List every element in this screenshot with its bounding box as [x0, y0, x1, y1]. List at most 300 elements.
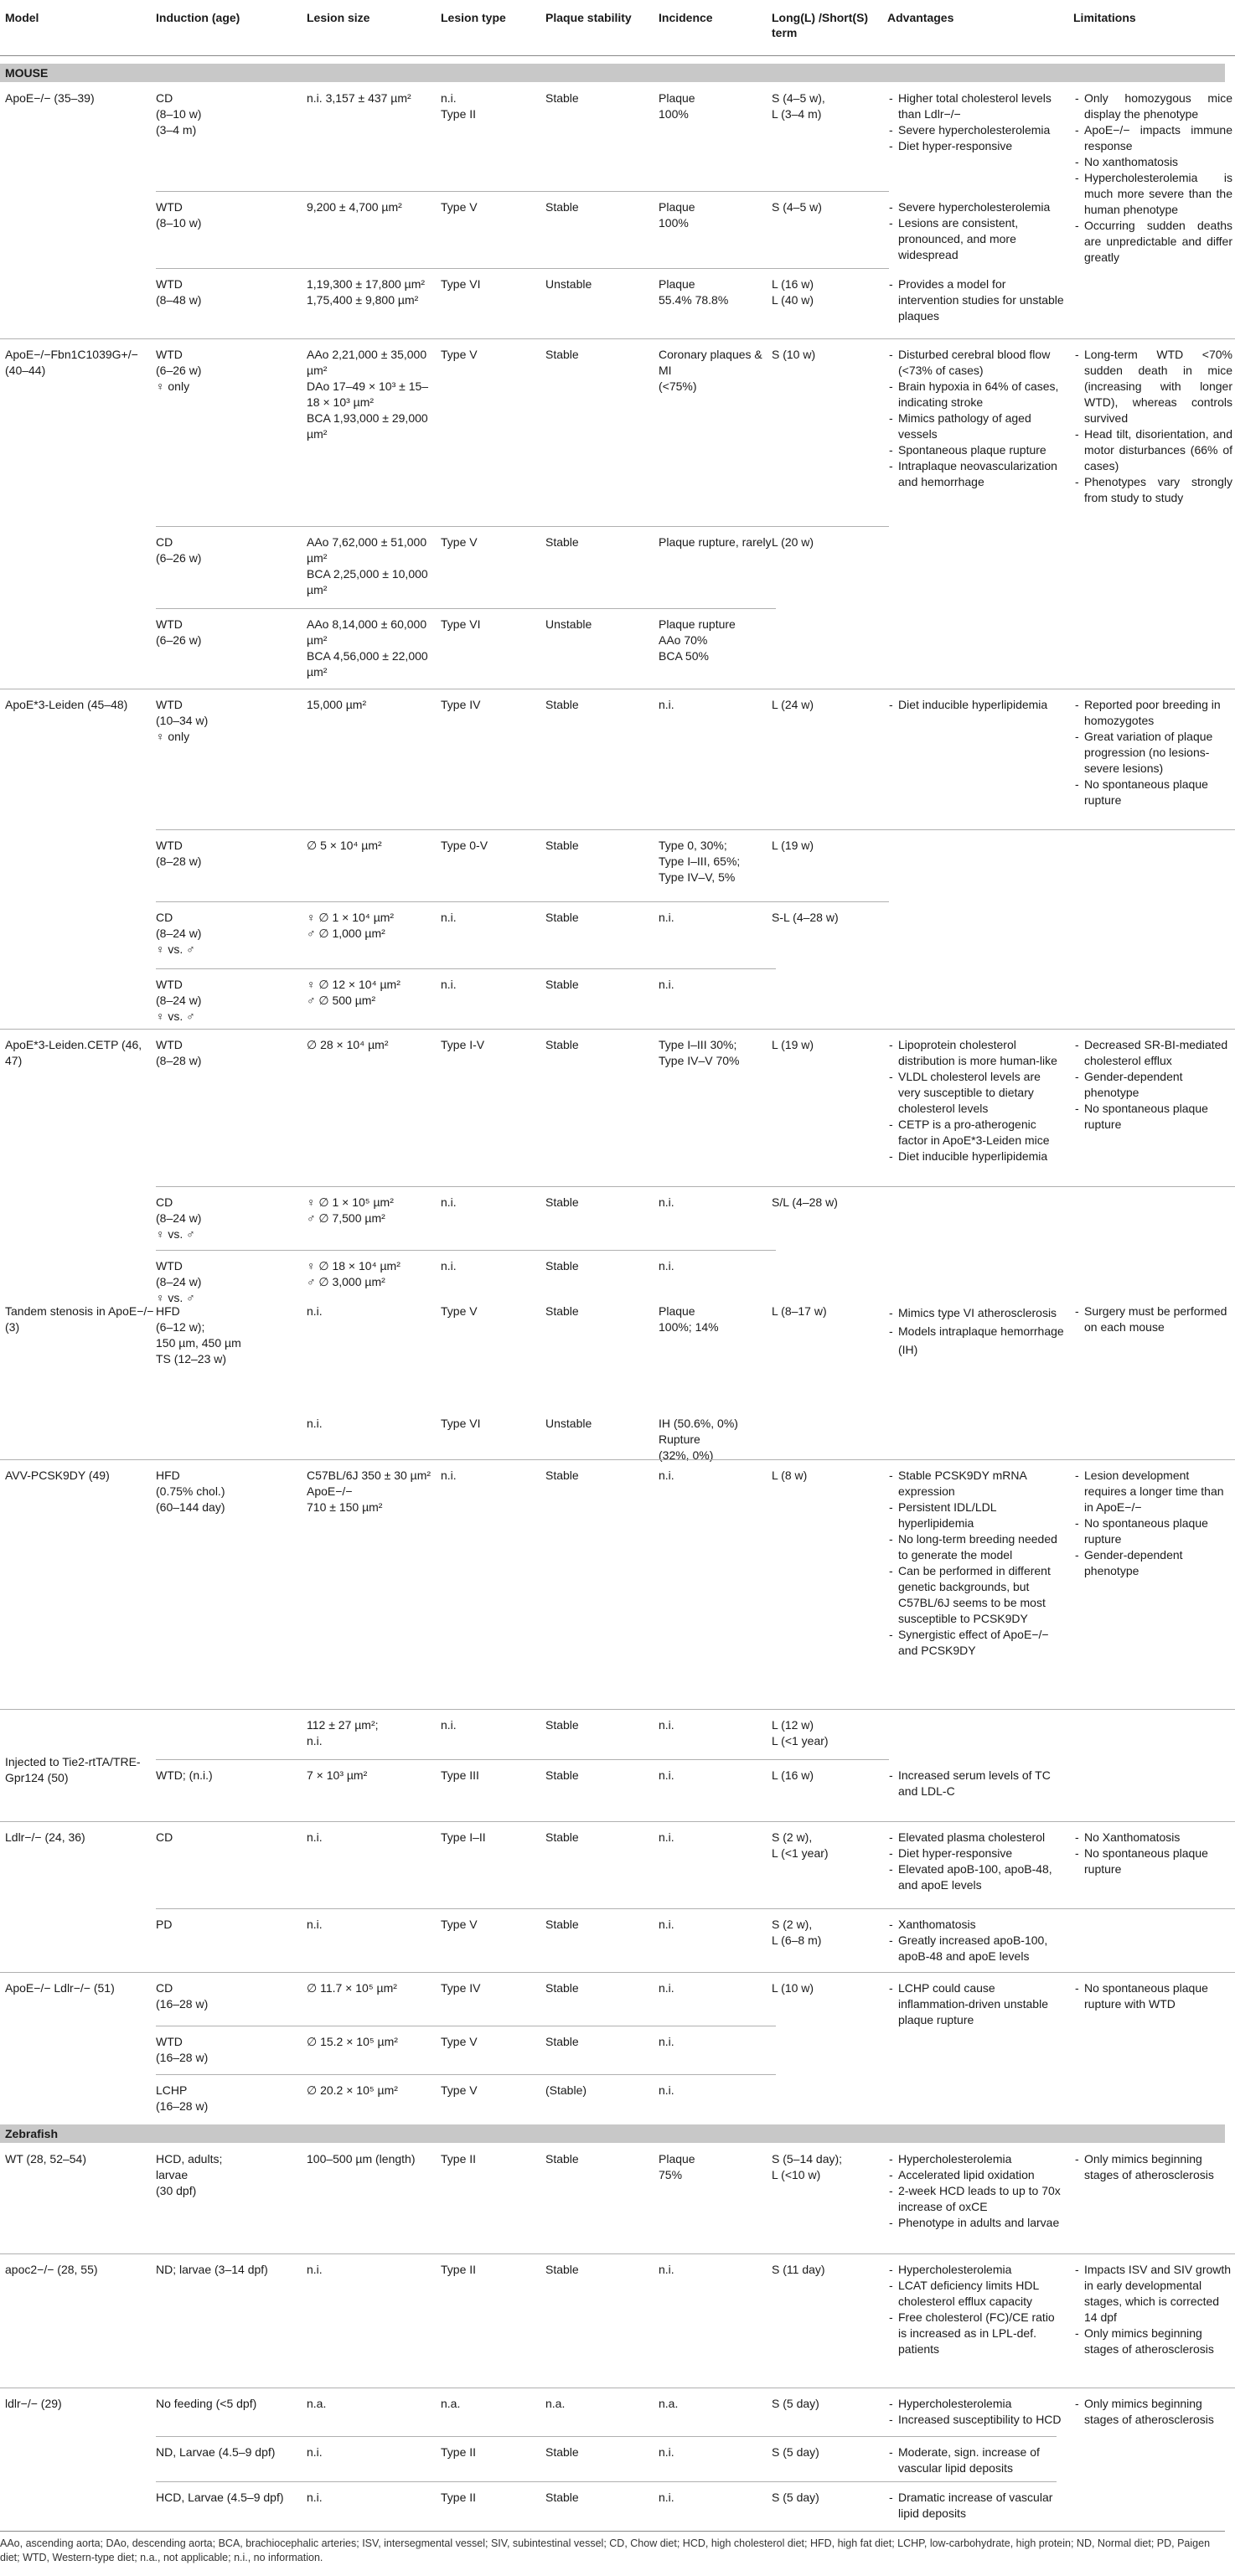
list-item: - Lipoprotein cholesterol distribution is more human-like	[887, 1037, 1065, 1069]
cell-line: ♀ ∅ 1 × 10⁵ µm²	[307, 1195, 394, 1209]
lesion-size-cell	[307, 1980, 441, 1996]
header-term: Long(L) /Short(S) term	[772, 11, 869, 39]
cell-line: n.a.	[659, 2397, 679, 2410]
list-item: - Severe hypercholesterolemia	[887, 122, 1065, 138]
list-item: - Dramatic increase of vascular lipid deposits	[887, 2490, 1065, 2522]
cell-line: ♀ ∅ 12 × 10⁴ µm²	[307, 978, 400, 991]
list-item: - Diet hyper-responsive	[887, 138, 1065, 154]
cell-line: BCA 1,93,000 ± 29,000 µm²	[307, 411, 428, 441]
list-item: - Long-term WTD <70% sudden death in mice (increasing with longer WTD), whereas controls survived	[1073, 347, 1232, 426]
advantages-list	[887, 2262, 1065, 2357]
cell-line: n.a.	[441, 2397, 461, 2410]
cell-line: n.i.	[659, 1718, 674, 1732]
cell-line: (8–24 w)	[156, 1275, 202, 1288]
incidence-cell	[659, 697, 772, 713]
cell-line: Type II	[441, 2491, 477, 2504]
cell-line: 9,200 ± 4,700 µm²	[307, 200, 402, 214]
induction-cell	[156, 1258, 307, 1306]
cell-line: Stable	[545, 911, 579, 924]
list-item: - Only mimics beginning stages of atherosclerosis	[1073, 2326, 1232, 2357]
lesion-type-cell	[441, 910, 545, 926]
list-item: - Intraplaque neovascularization and hemorrhage	[887, 458, 1065, 490]
cell-line: WT (28, 52–54)	[5, 2152, 87, 2166]
bullet-list	[1073, 1980, 1232, 2012]
cell-line: Type 0, 30%;	[659, 839, 727, 852]
incidence-cell	[659, 617, 772, 664]
incidence-cell	[659, 838, 772, 885]
limitations-list	[1073, 2151, 1232, 2183]
limitations-list	[1073, 1468, 1232, 1579]
lesion-size-cell	[307, 2151, 441, 2167]
incidence-cell	[659, 2490, 772, 2506]
cell-line: 100%	[659, 216, 689, 230]
list-item: - Only mimics beginning stages of atherosclerosis	[1073, 2151, 1232, 2183]
cell-line: Coronary plaques & MI	[659, 348, 762, 377]
cell-line: Stable	[545, 1469, 579, 1482]
lesion-size-cell	[307, 1416, 441, 1432]
term-cell	[772, 1037, 887, 1053]
cell-line: ♀ vs. ♂	[156, 1227, 195, 1241]
cell-line: n.i.	[659, 2445, 674, 2459]
cell-line: S (5 day)	[772, 2397, 819, 2410]
cell-line: (16–28 w)	[156, 1997, 209, 2011]
bullet-list	[887, 697, 1065, 713]
cell-line: CD	[156, 1830, 173, 1844]
lesion-size-cell	[307, 1830, 441, 1846]
cell-line: S (10 w)	[772, 348, 816, 361]
lesion-size-cell	[307, 2396, 441, 2412]
cell-line: WTD	[156, 277, 183, 291]
term-cell	[772, 534, 887, 550]
list-item: - No long-term breeding needed to generate the model	[887, 1531, 1065, 1563]
header-plaque-stability: Plaque stability	[545, 11, 632, 24]
list-item: - Lesions are consistent, pronounced, and more widespread	[887, 215, 1065, 263]
cell-line: ♀ ∅ 1 × 10⁴ µm²	[307, 911, 395, 924]
cell-line: n.i.	[659, 1195, 674, 1209]
cell-line: 75%	[659, 2168, 683, 2181]
cell-line: ApoE−/−	[307, 1484, 353, 1498]
list-item: - Free cholesterol (FC)/CE ratio is increased as in LPL-def. patients	[887, 2310, 1065, 2357]
cell-line: Stable	[545, 2445, 579, 2459]
incidence-cell	[659, 1195, 772, 1211]
cell-line: n.i.	[441, 1469, 457, 1482]
lesion-type-cell	[441, 1195, 545, 1211]
list-item: - Increased serum levels of TC and LDL-C	[887, 1768, 1065, 1799]
cell-line: n.i.	[659, 2263, 674, 2276]
induction-cell	[156, 2151, 307, 2199]
divider	[156, 1908, 1235, 1909]
list-item: - Mimics pathology of aged vessels	[887, 410, 1065, 442]
cell-line: n.i.	[659, 2083, 674, 2097]
divider	[0, 1709, 1235, 1710]
lesion-size-cell	[307, 617, 441, 680]
cell-line: AAo 8,14,000 ± 60,000 µm²	[307, 617, 427, 647]
incidence-cell	[659, 2444, 772, 2460]
limitations-list	[1073, 2396, 1232, 2428]
term-cell	[772, 1980, 887, 1996]
induction-cell	[156, 2083, 307, 2114]
list-item: - No spontaneous plaque rupture	[1073, 1515, 1232, 1547]
lesion-size-cell	[307, 2034, 441, 2050]
cell-line: IH (50.6%, 0%)	[659, 1417, 738, 1430]
lesion-type-cell	[441, 617, 545, 632]
stability-cell	[545, 977, 659, 993]
cell-line: 150 µm, 450 µm	[156, 1336, 241, 1350]
stability-cell	[545, 2151, 659, 2167]
cell-line: S (4–5 w),	[772, 91, 825, 105]
cell-line: AVV-PCSK9DY (49)	[5, 1469, 110, 1482]
cell-line: Type II	[441, 107, 477, 121]
cell-line: L (3–4 m)	[772, 107, 822, 121]
cell-line: 112 ± 27 µm²;	[307, 1718, 379, 1732]
bullet-list	[1073, 1303, 1232, 1335]
cell-line: S (5 day)	[772, 2445, 819, 2459]
cell-line: HFD	[156, 1304, 180, 1318]
stability-cell	[545, 1303, 659, 1319]
stability-cell	[545, 1980, 659, 1996]
advantages-list	[887, 199, 1065, 263]
list-item: - Impacts ISV and SIV growth in early developmental stages, which is corrected 14 dpf	[1073, 2262, 1232, 2326]
cell-line: AAo 2,21,000 ± 35,000 µm²	[307, 348, 427, 377]
limitations-list	[1073, 1980, 1232, 2012]
cell-line: ∅ 20.2 × 10⁵ µm²	[307, 2083, 398, 2097]
cell-line: n.i.	[307, 1830, 323, 1844]
lesion-size-cell	[307, 2083, 441, 2098]
cell-line: L (12 w)	[772, 1718, 814, 1732]
cell-line: Stable	[545, 698, 579, 711]
induction-cell	[156, 2034, 307, 2066]
bullet-list	[887, 2444, 1065, 2476]
cell-line: Stable	[545, 1304, 579, 1318]
limitations-list	[1073, 347, 1232, 506]
cell-line: HCD, Larvae (4.5–9 dpf)	[156, 2491, 284, 2504]
cell-line: Type V	[441, 200, 478, 214]
cell-line: C57BL/6J 350 ± 30 µm²	[307, 1469, 431, 1482]
cell-line: CD	[156, 535, 173, 549]
cell-line: L (10 w)	[772, 1981, 814, 1995]
cell-line: 100%; 14%	[659, 1320, 719, 1334]
term-cell	[772, 1195, 887, 1211]
cell-line: L (19 w)	[772, 1038, 814, 1051]
cell-line: Type III	[441, 1768, 479, 1782]
cell-line: n.i.	[659, 698, 674, 711]
lesion-type-cell	[441, 199, 545, 215]
cell-line: ApoE−/−Fbn1C1039G+/− (40–44)	[5, 348, 138, 377]
list-item: - Hypercholesterolemia is much more severe than the human phenotype	[1073, 170, 1232, 218]
cell-line: ApoE*3-Leiden.CETP (46, 47)	[5, 1038, 142, 1067]
cell-line: n.i.	[659, 1830, 674, 1844]
list-item: - Persistent IDL/LDL hyperlipidemia	[887, 1500, 1065, 1531]
lesion-size-cell	[307, 697, 441, 713]
term-cell	[772, 697, 887, 713]
list-item: - No xanthomatosis	[1073, 154, 1232, 170]
list-item: - No Xanthomatosis	[1073, 1830, 1232, 1846]
cell-line: WTD; (n.i.)	[156, 1768, 213, 1782]
cell-line: (8–24 w)	[156, 994, 202, 1007]
cell-line: Stable	[545, 348, 579, 361]
lesion-size-cell	[307, 534, 441, 598]
cell-line: Type II	[441, 2152, 477, 2166]
cell-line: ♀ vs. ♂	[156, 942, 195, 956]
induction-cell	[156, 199, 307, 231]
cell-line: CD	[156, 911, 173, 924]
lesion-type-cell	[441, 2396, 545, 2412]
cell-line: larvae	[156, 2168, 189, 2181]
cell-line: Type I–III, 65%;	[659, 854, 741, 868]
incidence-cell	[659, 2262, 772, 2278]
model-cell	[5, 1754, 156, 1786]
term-cell	[772, 910, 887, 926]
cell-line: (0.75% chol.)	[156, 1484, 225, 1498]
bullet-list	[887, 1830, 1065, 1893]
header-advantages: Advantages	[887, 11, 954, 24]
cell-line: 55.4% 78.8%	[659, 293, 729, 307]
lesion-size-cell	[307, 1037, 441, 1053]
cell-line: HFD	[156, 1469, 180, 1482]
cell-line: Type IV	[441, 1981, 481, 1995]
cell-line: WTD	[156, 348, 183, 361]
term-cell	[772, 1717, 887, 1749]
advantages-list	[887, 1917, 1065, 1964]
induction-cell	[156, 2444, 307, 2460]
stability-cell	[545, 1917, 659, 1933]
cell-line: L (8–17 w)	[772, 1304, 827, 1318]
cell-line: S (4–5 w)	[772, 200, 822, 214]
bullet-list	[887, 1468, 1065, 1659]
advantages-list	[887, 2490, 1065, 2522]
list-item: - Greatly increased apoB-100, apoB-48 and apoE levels	[887, 1933, 1065, 1964]
model-cell	[5, 1037, 156, 1069]
lesion-type-cell	[441, 1768, 545, 1784]
cell-line: Stable	[545, 1768, 579, 1782]
limitations-list	[1073, 1830, 1232, 1877]
list-item: - Stable PCSK9DY mRNA expression	[887, 1468, 1065, 1500]
divider	[156, 1759, 889, 1760]
model-cell	[5, 1303, 156, 1335]
bullet-list	[1073, 2151, 1232, 2183]
term-cell	[772, 2490, 887, 2506]
incidence-cell	[659, 977, 772, 993]
incidence-cell	[659, 910, 772, 926]
cell-line: n.i.	[659, 1469, 674, 1482]
term-cell	[772, 1768, 887, 1784]
list-item: - Great variation of plaque progression (no lesions-severe lesions)	[1073, 729, 1232, 777]
cell-line: L (20 w)	[772, 535, 814, 549]
cell-line: (60–144 day)	[156, 1500, 225, 1514]
lesion-size-cell	[307, 1717, 441, 1749]
lesion-size-cell	[307, 1468, 441, 1515]
model-cell	[5, 1830, 156, 1846]
list-item: - Lesion development requires a longer time than in ApoE−/−	[1073, 1468, 1232, 1515]
cell-line: Stable	[545, 2035, 579, 2048]
cell-line: n.i.	[441, 1195, 457, 1209]
lesion-size-cell	[307, 276, 441, 308]
cell-line: n.i.	[659, 2491, 674, 2504]
cell-line: (16–28 w)	[156, 2051, 209, 2064]
bullet-list	[887, 1768, 1065, 1799]
list-item: - Synergistic effect of ApoE−/− and PCSK9DY	[887, 1627, 1065, 1659]
cell-line: Type IV	[441, 698, 481, 711]
cell-line: Stable	[545, 1918, 579, 1931]
lesion-type-cell	[441, 1416, 545, 1432]
bullet-list	[887, 347, 1065, 490]
cell-line: WTD	[156, 698, 183, 711]
cell-line: n.i.	[659, 1259, 674, 1273]
lesion-type-cell	[441, 1980, 545, 1996]
bullet-list	[887, 2151, 1065, 2231]
advantages-list	[887, 1303, 1065, 1359]
list-item: - VLDL cholesterol levels are very susceptible to dietary cholesterol levels	[887, 1069, 1065, 1117]
model-cell	[5, 697, 156, 713]
model-cell	[5, 90, 156, 106]
cell-line: ♀ only	[156, 730, 190, 743]
cell-line: L (<10 w)	[772, 2168, 821, 2181]
term-cell	[772, 347, 887, 363]
divider	[0, 2253, 1235, 2254]
cell-line: L (6–8 m)	[772, 1933, 822, 1947]
cell-line: n.i.	[659, 1918, 674, 1931]
list-item: - Gender-dependent phenotype	[1073, 1547, 1232, 1579]
table-header	[0, 0, 1235, 56]
limitations-list	[1073, 90, 1232, 266]
header-incidence: Incidence	[659, 11, 713, 24]
stability-cell	[545, 1258, 659, 1274]
cell-line: BCA 2,25,000 ± 10,000 µm²	[307, 567, 428, 596]
cell-line: ApoE*3-Leiden (45–48)	[5, 698, 128, 711]
cell-line: TS (12–23 w)	[156, 1352, 227, 1365]
list-item: - Hypercholesterolemia	[887, 2151, 1065, 2167]
list-item: - Reported poor breeding in homozygotes	[1073, 697, 1232, 729]
cell-line: Stable	[545, 1195, 579, 1209]
cell-line: ♂ ∅ 1,000 µm²	[307, 927, 385, 940]
stability-cell	[545, 1416, 659, 1432]
incidence-cell	[659, 1717, 772, 1733]
cell-line: Type VI	[441, 617, 481, 631]
incidence-cell	[659, 90, 772, 122]
divider	[0, 1821, 1235, 1822]
header-limitations: Limitations	[1073, 11, 1136, 24]
incidence-cell	[659, 2034, 772, 2050]
incidence-cell	[659, 2151, 772, 2183]
list-item: - Only mimics beginning stages of atherosclerosis	[1073, 2396, 1232, 2428]
stability-cell	[545, 2262, 659, 2278]
section-zebrafish: Zebrafish	[0, 2124, 1225, 2143]
list-item: - Decreased SR-BI-mediated cholesterol efflux	[1073, 1037, 1232, 1069]
cell-line: Type V	[441, 1304, 478, 1318]
cell-line: Stable	[545, 1718, 579, 1732]
advantages-list	[887, 2396, 1065, 2428]
cell-line: WTD	[156, 978, 183, 991]
divider	[156, 968, 776, 969]
cell-line: n.i.	[307, 2491, 323, 2504]
cell-line: WTD	[156, 200, 183, 214]
divider	[156, 829, 1235, 830]
bullet-list	[1073, 1037, 1232, 1133]
cell-line: Stable	[545, 91, 579, 105]
limitations-list	[1073, 2262, 1232, 2357]
stability-cell	[545, 910, 659, 926]
incidence-cell	[659, 1830, 772, 1846]
lesion-type-cell	[441, 1830, 545, 1846]
list-item: - No spontaneous plaque rupture with WTD	[1073, 1980, 1232, 2012]
cell-line: (8–28 w)	[156, 1054, 202, 1067]
cell-line: 1,19,300 ± 17,800 µm²	[307, 277, 426, 291]
cell-line: Stable	[545, 1259, 579, 1273]
lesion-type-cell	[441, 2083, 545, 2098]
stability-cell	[545, 1830, 659, 1846]
advantages-list	[887, 90, 1065, 154]
list-item: - Models intraplaque hemorrhage (IH)	[887, 1322, 1065, 1359]
cell-line: CD	[156, 1195, 173, 1209]
cell-line: L (<1 year)	[772, 1846, 829, 1860]
list-item: - No spontaneous plaque rupture	[1073, 777, 1232, 808]
cell-line: n.i.	[659, 1981, 674, 1995]
cell-line: (3–4 m)	[156, 123, 197, 137]
lesion-type-cell	[441, 1917, 545, 1933]
cell-line: n.i.	[441, 1259, 457, 1273]
cell-line: 15,000 µm²	[307, 698, 367, 711]
cell-line: Tandem stenosis in ApoE−/− (3)	[5, 1304, 154, 1334]
incidence-cell	[659, 1768, 772, 1784]
induction-cell	[156, 910, 307, 958]
cell-line: S (2 w),	[772, 1830, 813, 1844]
cell-line: (30 dpf)	[156, 2184, 197, 2197]
incidence-cell	[659, 276, 772, 308]
advantages-list	[887, 276, 1065, 324]
cell-line: Type 0-V	[441, 839, 488, 852]
induction-cell	[156, 1468, 307, 1515]
induction-cell	[156, 977, 307, 1025]
cell-line: Type I–III 30%;	[659, 1038, 737, 1051]
cell-line: S (11 day)	[772, 2263, 825, 2276]
cell-line: (6–26 w)	[156, 633, 202, 647]
induction-cell	[156, 90, 307, 138]
advantages-list	[887, 1037, 1065, 1164]
cell-line: n.i.	[659, 2035, 674, 2048]
lesion-size-cell	[307, 838, 441, 854]
lesion-type-cell	[441, 2151, 545, 2167]
cell-line: L (16 w)	[772, 277, 814, 291]
cell-line: 7 × 10³ µm²	[307, 1768, 368, 1782]
cell-line: Type VI	[441, 277, 481, 291]
cell-line: Plaque rupture, rarely	[659, 535, 772, 549]
cell-line: WTD	[156, 617, 183, 631]
list-item: - LCHP could cause inflammation-driven unstable plaque rupture	[887, 1980, 1065, 2028]
advantages-list	[887, 1830, 1065, 1893]
incidence-cell	[659, 534, 772, 550]
induction-cell	[156, 1768, 307, 1784]
cell-line: ∅ 5 × 10⁴ µm²	[307, 839, 382, 852]
cell-line: S (2 w),	[772, 1918, 813, 1931]
incidence-cell	[659, 199, 772, 231]
cell-line: ND; larvae (3–14 dpf)	[156, 2263, 268, 2276]
bullet-list	[887, 1917, 1065, 1964]
lesion-type-cell	[441, 90, 545, 122]
cell-line: Type IV–V, 5%	[659, 870, 736, 884]
divider	[156, 191, 889, 192]
divider	[0, 1972, 1235, 1973]
cell-line: n.i.	[307, 1918, 323, 1931]
cell-line: S/L (4–28 w)	[772, 1195, 838, 1209]
bullet-list	[1073, 2262, 1232, 2357]
lesion-size-cell	[307, 1195, 441, 1226]
incidence-cell	[659, 1917, 772, 1933]
cell-line: n.i.	[307, 1417, 323, 1430]
incidence-cell	[659, 2083, 772, 2098]
cell-line: DAo 17–49 × 10³ ± 15–18 × 10³ µm²	[307, 379, 429, 409]
cell-line: Type V	[441, 1918, 478, 1931]
model-cell	[5, 2151, 156, 2167]
